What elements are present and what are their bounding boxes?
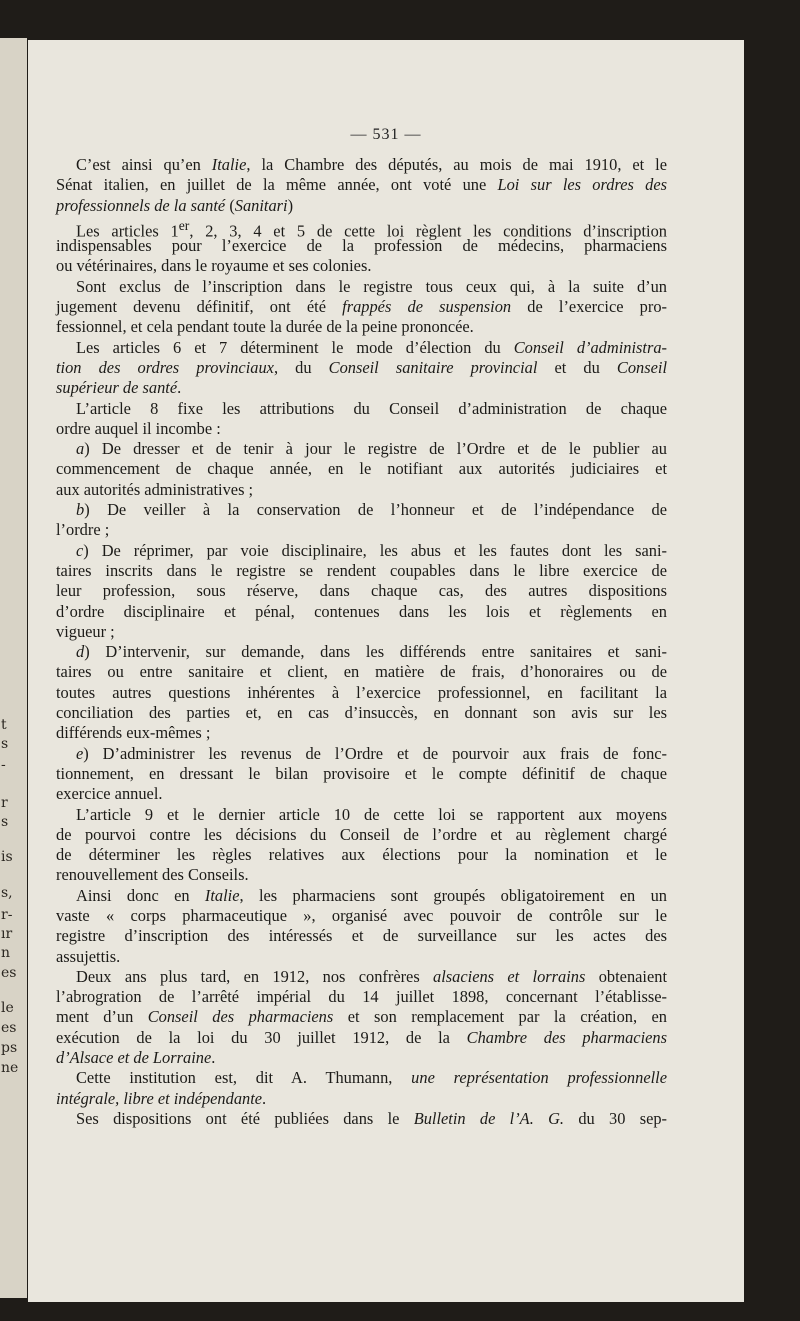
text-line: taires inscrits dans le registre se rendent coupables dans le libre exercice de	[56, 560, 667, 580]
text-line: différends eux-mêmes ;	[56, 723, 211, 743]
text-line: conciliation des parties et, en cas d’insuccès, en donnant son avis sur les	[56, 703, 667, 723]
text-line: Les articles 6 et 7 déterminent le mode d’élection du Conseil d’administra-	[76, 337, 667, 357]
previous-page-edge	[0, 38, 27, 1298]
text-line: leur profession, sous réserve, dans chaque cas, des autres dispositions	[56, 581, 667, 601]
margin-fragment: es	[1, 965, 17, 981]
text-line: Sont exclus de l’inscription dans le registre tous ceux qui, à la suite d’un	[76, 276, 667, 296]
text-line: registre d’inscription des intéressés et de surveillance sur les actes des	[56, 926, 667, 946]
margin-fragment: es	[1, 1020, 17, 1036]
text-line: supérieur de santé.	[56, 378, 182, 398]
text-line: Deux ans plus tard, en 1912, nos confrères alsaciens et lorrains obtenaient	[76, 966, 667, 986]
text-line: Sénat italien, en juillet de la même année, ont voté une Loi sur les ordres des	[56, 175, 667, 195]
text-line: C’est ainsi qu’en Italie, la Chambre des députés, au mois de mai 1910, et le	[76, 155, 668, 174]
margin-fragment: is	[1, 849, 13, 865]
text-line: taires ou entre sanitaire et client, en matière de frais, d’honoraires ou de	[56, 662, 667, 682]
margin-fragment: s	[1, 736, 9, 752]
text-line: exécution de la loi du 30 juillet 1912, de la Chambre des pharmaciens	[56, 1027, 667, 1047]
text-line: ordre auquel il incombe :	[56, 418, 221, 438]
page-number: — 531 —	[350, 126, 422, 143]
text-line: renouvellement des Conseils.	[56, 865, 249, 885]
text-line: tion des ordres provinciaux, du Conseil sanitaire provincial et du Conseil	[56, 357, 668, 377]
margin-fragment: s	[1, 814, 9, 830]
margin-fragment: s,	[1, 885, 13, 901]
text-line: d’Alsace et de Lorraine.	[56, 1048, 216, 1068]
text-line: assujettis.	[56, 946, 121, 966]
margin-fragment: r-	[1, 907, 13, 923]
text-line: indispensables pour l’exercice de la profession de médecins, pharmaciens	[56, 236, 667, 256]
text-line: vaste « corps pharmaceutique », organisé avec pouvoir de contrôle sur le	[56, 905, 667, 925]
text-line: e) D’administrer les revenus de l’Ordre et de pourvoir aux frais de fonc-	[76, 743, 667, 763]
text-line: L’article 8 fixe les attributions du Conseil d’administration de chaque	[76, 398, 667, 418]
margin-fragment: r	[1, 795, 8, 811]
text-line: L’article 9 et le dernier article 10 de cette loi se rapportent aux moyens	[76, 804, 667, 824]
text-line: fessionnel, et cela pendant toute la durée de la peine prononcée.	[56, 317, 474, 337]
text-line: de pourvoi contre les décisions du Conseil de l’ordre et au règlement chargé	[56, 824, 667, 844]
margin-fragment: ır	[1, 926, 13, 942]
text-line: c) De réprimer, par voie disciplinaire, les abus et les fautes dont les sani-	[76, 540, 667, 560]
text-line: jugement devenu définitif, ont été frappés de suspension de l’exercice pro-	[56, 297, 667, 317]
text-line: a) De dresser et de tenir à jour le registre de l’Ordre et de le publier au	[76, 439, 667, 459]
text-line: vigueur ;	[56, 621, 115, 641]
text-line: d) D’intervenir, sur demande, dans les différends entre sanitaires et sani-	[76, 642, 667, 662]
text-line: Cette institution est, dit A. Thumann, une représentation professionnelle	[76, 1068, 667, 1088]
text-line: l’abrogration de l’arrêté impérial du 14 juillet 1898, concernant l’établisse-	[56, 987, 667, 1007]
text-line: Ainsi donc en Italie, les pharmaciens sont groupés obligatoirement en un	[76, 885, 667, 905]
margin-fragment: n	[1, 945, 11, 961]
text-line: de déterminer les règles relatives aux élections pour la nomination et le	[56, 845, 667, 865]
text-line: l’ordre ;	[56, 520, 110, 540]
margin-fragment: ps	[1, 1040, 18, 1056]
margin-fragment: ne	[1, 1060, 19, 1076]
text-line: Les articles 1er, 2, 3, 4 et 5 de cette loi règlent les conditions d’inscription	[76, 217, 667, 241]
text-line: exercice annuel.	[56, 784, 163, 804]
margin-fragment: le	[1, 1000, 14, 1016]
body-text	[56, 155, 667, 1129]
text-line: commencement de chaque année, en le notifiant aux autorités judiciaires et	[56, 459, 667, 479]
text-line: professionnels de la santé (Sanitari)	[56, 195, 294, 215]
text-line: intégrale, libre et indépendante.	[56, 1088, 267, 1108]
text-line: aux autorités administratives ;	[56, 479, 254, 499]
margin-fragment: -	[1, 757, 6, 773]
page-sheet	[28, 40, 744, 1302]
margin-fragment: t	[1, 717, 7, 733]
text-line: ment d’un Conseil des pharmaciens et son remplacement par la création, en	[56, 1007, 667, 1027]
text-line: b) De veiller à la conservation de l’honneur et de l’indépendance de	[76, 500, 667, 520]
text-line: d’ordre disciplinaire et pénal, contenues dans les lois et règlements en	[56, 601, 667, 621]
text-line: tionnement, en dressant le bilan provisoire et le compte définitif de chaque	[56, 763, 667, 783]
text-line: Ses dispositions ont été publiées dans le Bulletin de l’A. G. du 30 sep-	[76, 1108, 668, 1128]
text-line: toutes autres questions inhérentes à l’exercice professionnel, en facilitant la	[56, 682, 667, 702]
text-line: ou vétérinaires, dans le royaume et ses colonies.	[56, 256, 372, 276]
